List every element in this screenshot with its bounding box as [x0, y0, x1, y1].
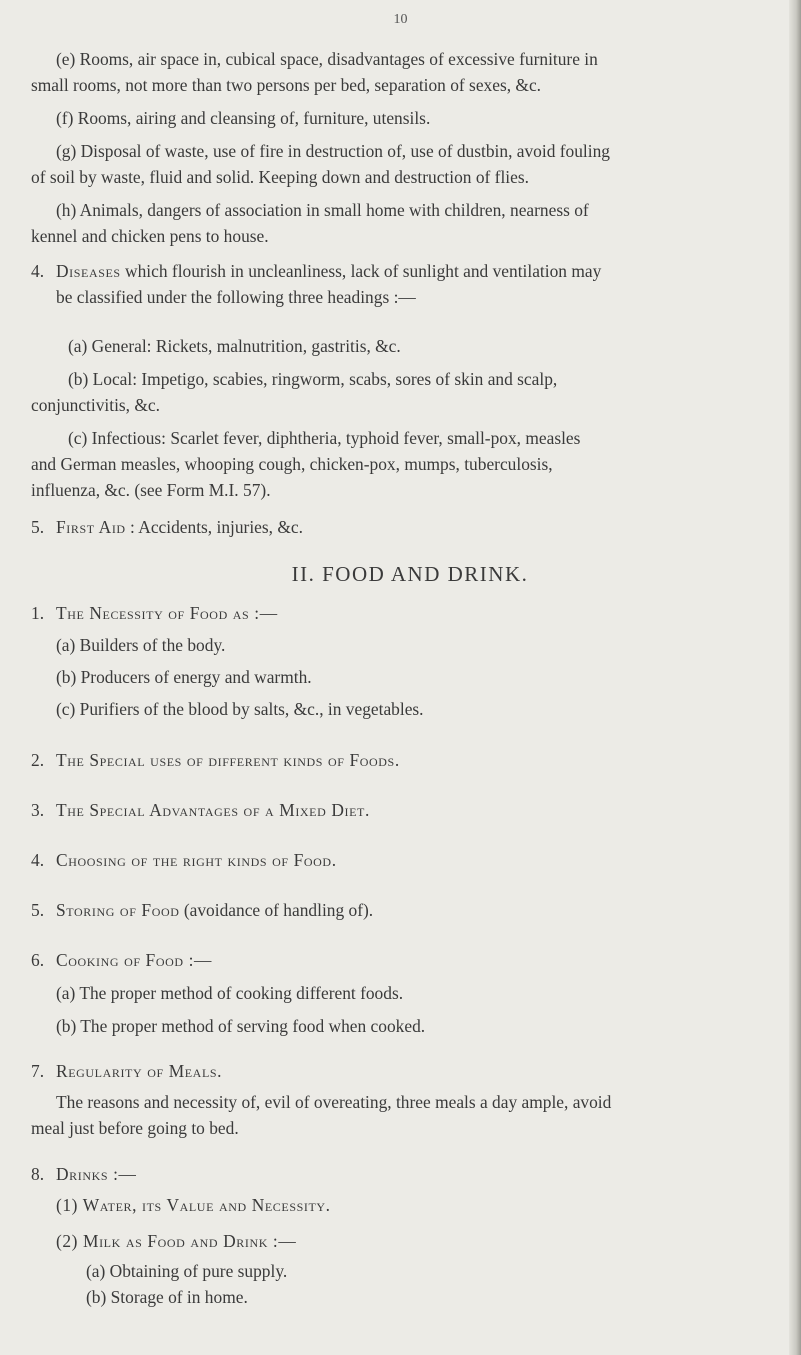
food-item-7-heading: Regularity of Meals. — [56, 1061, 223, 1081]
item-4-cont: be classified under the following three headings :— — [56, 287, 416, 307]
item-4c-cont1: and German measles, whooping cough, chicken-pox, mumps, tuberculosis, — [31, 454, 553, 474]
item-f-text: (f) Rooms, airing and cleansing of, furniture, utensils. — [56, 108, 431, 128]
food-item-8-number: 8. — [31, 1164, 45, 1184]
food-item-6b: (b) The proper method of serving food when cooked. — [56, 1016, 426, 1036]
item-4b-cont: conjunctivitis, &c. — [31, 395, 160, 415]
item-e-text: (e) Rooms, air space in, cubical space, disadvantages of excessive furniture in — [56, 49, 598, 69]
food-item-8-1-text: (1) Water, its Value and Necessity. — [56, 1195, 331, 1215]
section-2-heading-block — [0, 561, 790, 587]
food-item-4-number: 4. — [31, 850, 45, 870]
item-5-text: : Accidents, injuries, &c. — [125, 517, 303, 537]
food-item-1-heading: The Necessity of Food as :— — [56, 603, 278, 623]
item-5-number: 5. — [31, 517, 45, 537]
food-item-6 — [0, 947, 790, 1039]
food-item-7-text: The reasons and necessity of, evil of overeating, three meals a day ample, avoid — [56, 1092, 612, 1112]
item-4-number: 4. — [31, 261, 45, 281]
food-item-7-number: 7. — [31, 1061, 45, 1081]
item-g — [0, 138, 790, 190]
item-4a-text: (a) General: Rickets, malnutrition, gastritis, &c. — [68, 336, 401, 356]
food-item-8 — [0, 1161, 790, 1310]
food-item-7-cont: meal just before going to bed. — [31, 1118, 239, 1138]
food-item-8-2-text: (2) Milk as Food and Drink :— — [56, 1231, 297, 1251]
food-item-8-2 — [0, 1228, 790, 1254]
food-item-8-heading: Drinks :— — [56, 1164, 137, 1184]
food-item-1 — [0, 600, 790, 722]
food-item-8-1 — [0, 1192, 790, 1218]
item-e — [0, 46, 790, 98]
food-item-5 — [0, 897, 790, 923]
item-4b — [0, 366, 790, 418]
food-item-2 — [0, 747, 790, 773]
item-e-cont: small rooms, not more than two persons per bed, separation of sexes, &c. — [31, 75, 542, 95]
food-item-1c: (c) Purifiers of the blood by salts, &c., in vegetables. — [56, 699, 424, 719]
item-5-heading: First Aid — [56, 517, 126, 537]
food-item-4-heading: Choosing of the right kinds of Food. — [56, 850, 337, 870]
food-item-5-heading: Storing of Food — [56, 900, 180, 920]
item-h-text: (h) Animals, dangers of association in small home with children, nearness of — [56, 200, 589, 220]
food-item-4 — [0, 847, 790, 873]
item-4a — [0, 333, 790, 359]
item-g-text: (g) Disposal of waste, use of fire in destruction of, use of dustbin, avoid fouling — [56, 141, 610, 161]
food-item-5-text: (avoidance of handling of). — [179, 900, 374, 920]
food-item-1-number: 1. — [31, 603, 45, 623]
food-item-2-number: 2. — [31, 750, 45, 770]
item-5-first-aid — [0, 514, 790, 540]
food-item-1a: (a) Builders of the body. — [56, 635, 226, 655]
food-item-8-2b: (b) Storage of in home. — [86, 1287, 248, 1307]
food-item-6-number: 6. — [31, 950, 45, 970]
page-number: 10 — [393, 12, 408, 27]
food-item-8-2a: (a) Obtaining of pure supply. — [86, 1261, 288, 1281]
item-4-diseases — [0, 258, 790, 310]
item-4c-cont2: influenza, &c. (see Form M.I. 57). — [31, 480, 271, 500]
section-2-heading: II. FOOD AND DRINK. — [291, 562, 529, 586]
item-4c-text: (c) Infectious: Scarlet fever, diphtheria, typhoid fever, small-pox, measles — [68, 428, 581, 448]
food-item-7 — [0, 1058, 790, 1141]
food-item-3-heading: The Special Advantages of a Mixed Diet. — [56, 800, 370, 820]
food-item-3-number: 3. — [31, 800, 45, 820]
food-item-6-heading: Cooking of Food :— — [56, 950, 213, 970]
item-h-cont: kennel and chicken pens to house. — [31, 226, 269, 246]
item-h — [0, 197, 790, 249]
item-4b-text: (b) Local: Impetigo, scabies, ringworm, scabs, sores of skin and scalp, — [68, 369, 558, 389]
item-f — [0, 105, 790, 131]
item-4-text: which flourish in uncleanliness, lack of sunlight and ventilation may — [120, 261, 602, 281]
item-4-heading: Diseases — [56, 261, 121, 281]
item-4c — [0, 425, 790, 503]
food-item-5-number: 5. — [31, 900, 45, 920]
food-item-1b: (b) Producers of energy and warmth. — [56, 667, 312, 687]
food-item-2-heading: The Special uses of different kinds of Foods. — [56, 750, 400, 770]
food-item-3 — [0, 797, 790, 823]
item-g-cont: of soil by waste, fluid and solid. Keeping down and destruction of flies. — [31, 167, 529, 187]
page-edge-shadow — [789, 0, 801, 1355]
food-item-6a: (a) The proper method of cooking different foods. — [56, 983, 404, 1003]
